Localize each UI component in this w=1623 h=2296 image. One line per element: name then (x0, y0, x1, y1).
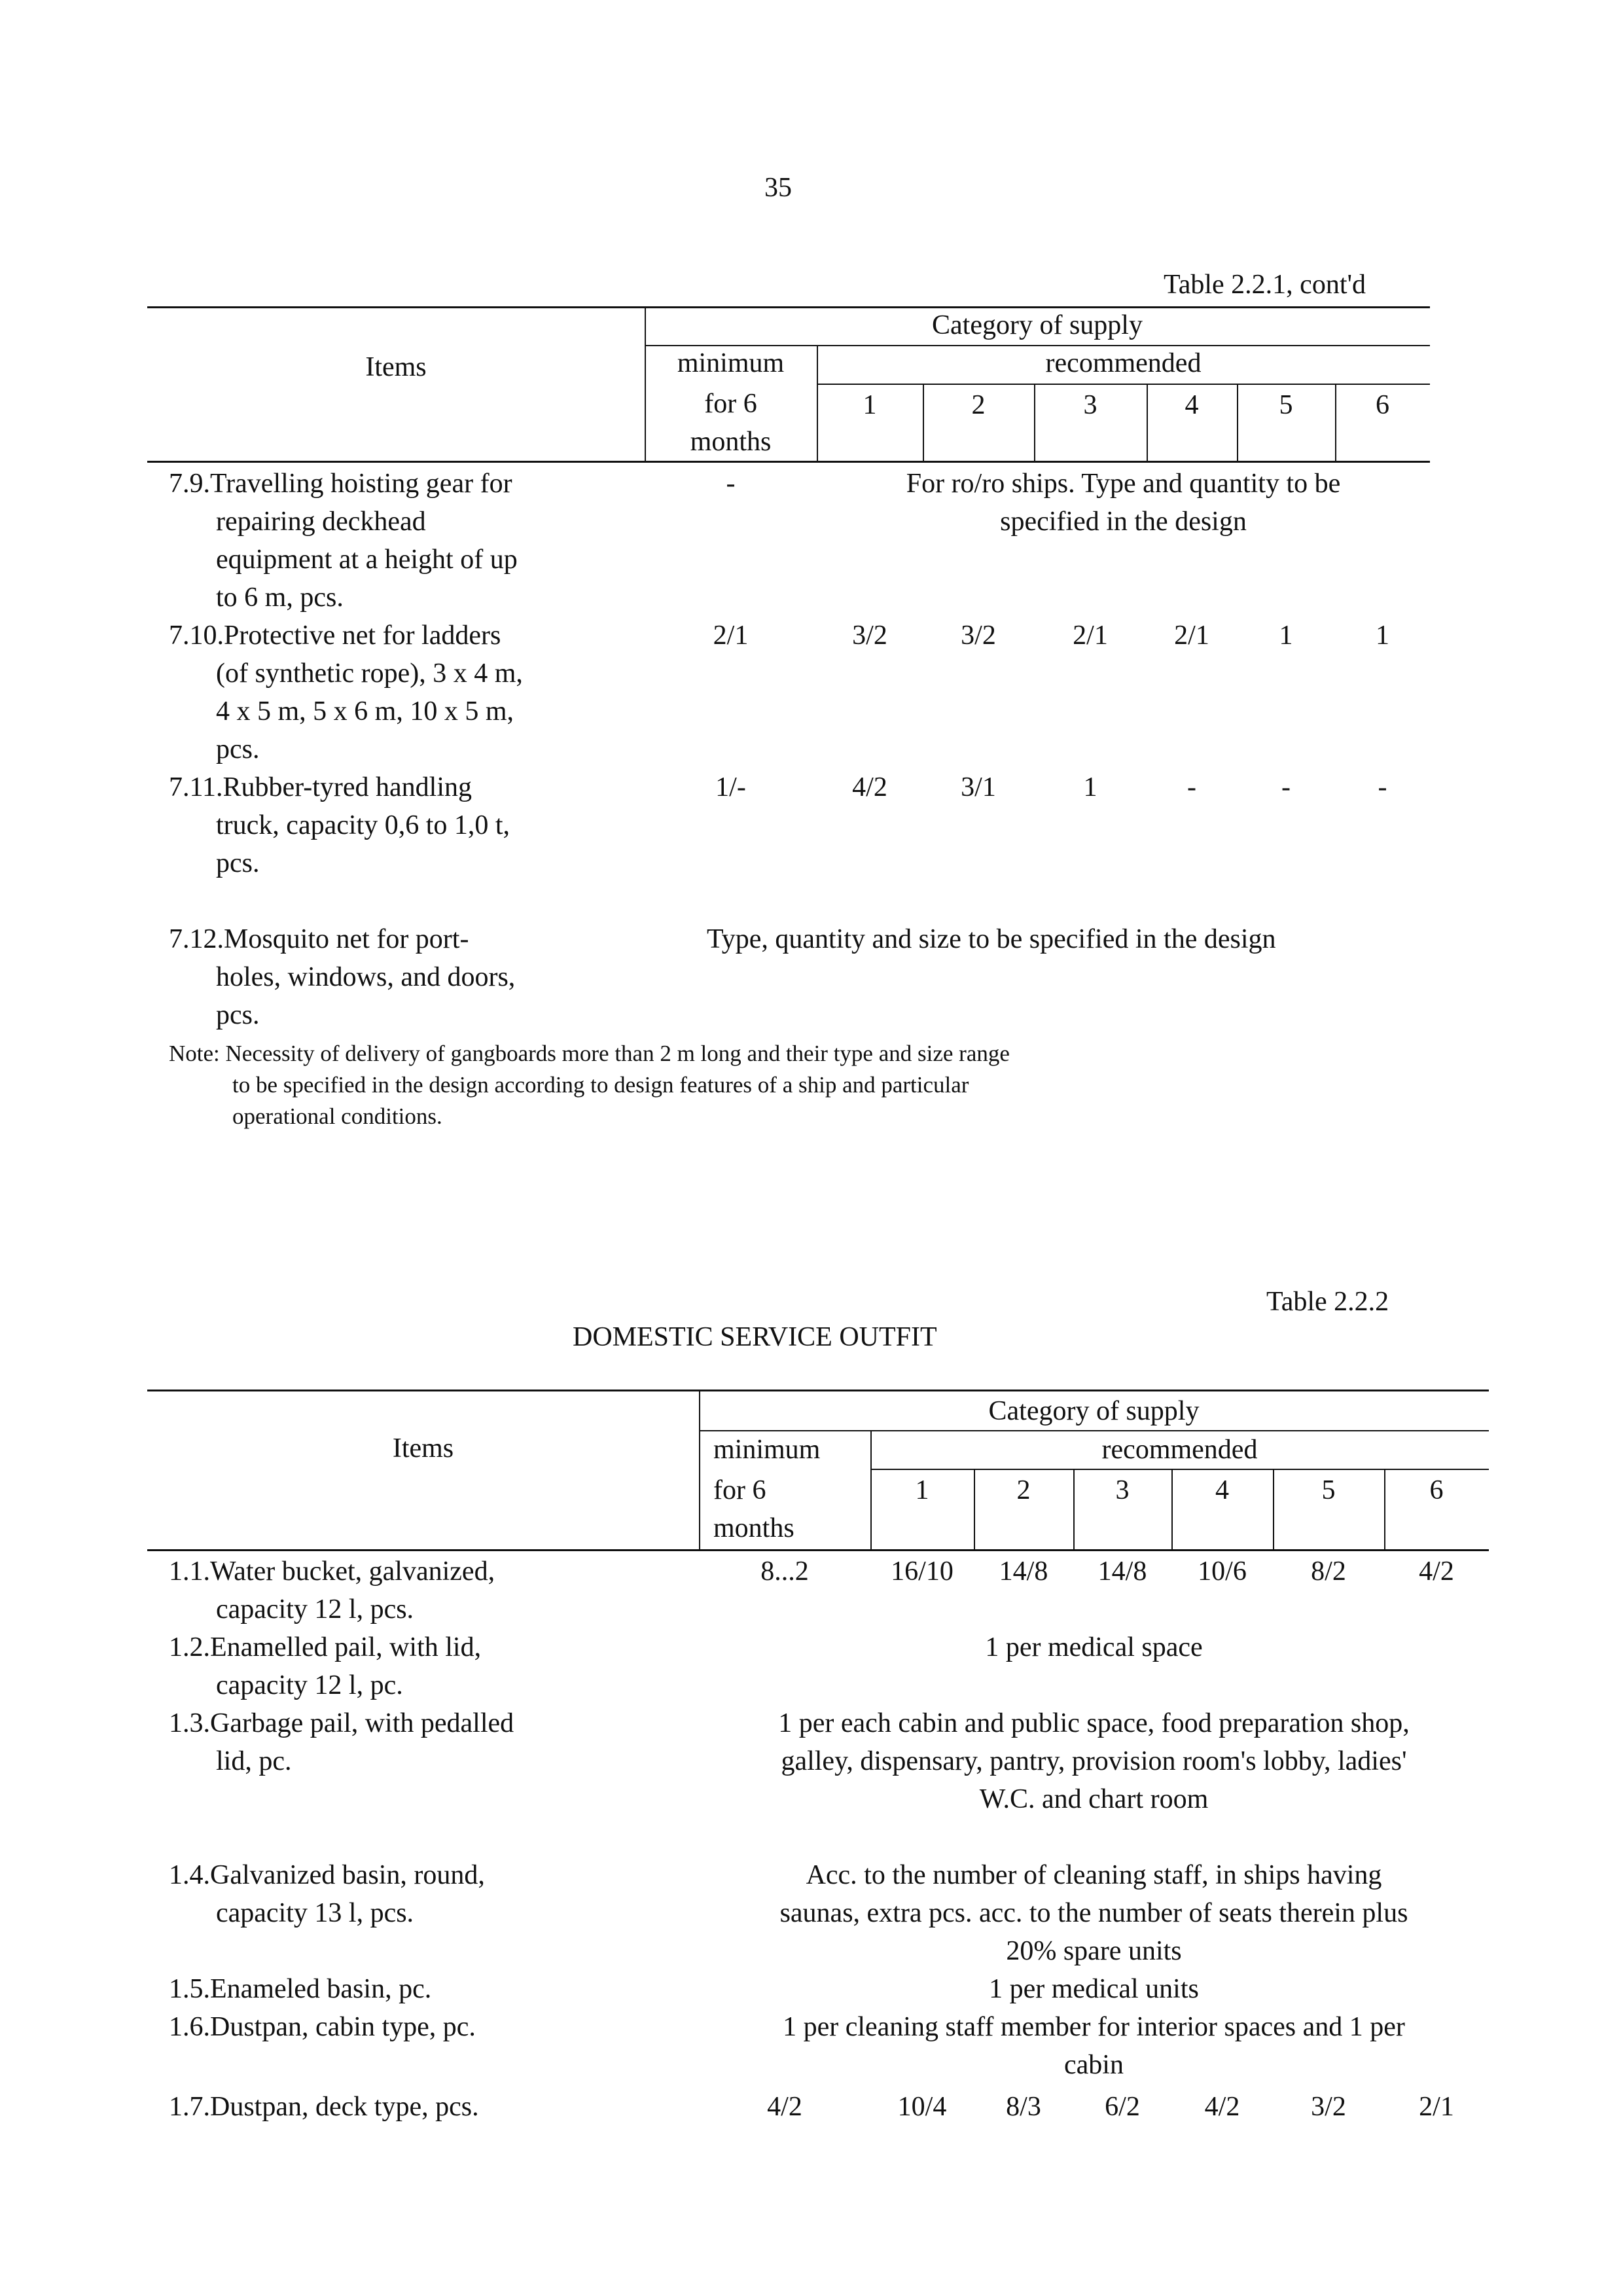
table1-header-col-5: 5 (1279, 390, 1293, 420)
table1-recommended-rule (817, 384, 1430, 385)
table1-caption: Table 2.2.1, cont'd (1164, 270, 1366, 300)
table1-row-7-10-col-6: 1 (1376, 620, 1389, 651)
table2-row-1-6-item: 1.6.Dustpan, cabin type, pc. (169, 2012, 476, 2042)
table1-row-7-10-item-line1: 7.10.Protective net for ladders (169, 620, 501, 651)
table2-row-1-3-item-line1: 1.3.Garbage pail, with pedalled (169, 1708, 514, 1738)
table1-header-col-1: 1 (863, 390, 877, 420)
table1-row-7-12-item-line1: 7.12.Mosquito net for port- (169, 924, 469, 954)
table2-row-1-3-item-line2: lid, pc. (216, 1746, 292, 1776)
table1-row-7-9-item-line1: 7.9.Travelling hoisting gear for (169, 469, 512, 499)
table1-row-7-11-col-5: - (1281, 772, 1291, 802)
table2-row-1-3-span-line3: W.C. and chart room (979, 1784, 1209, 1814)
table2-row-1-4-span-line1: Acc. to the number of cleaning staff, in ships having (806, 1860, 1382, 1890)
table2-row-1-2-span: 1 per medical space (985, 1632, 1203, 1662)
table1-row-7-10-col-3: 2/1 (1073, 620, 1108, 651)
table1-row-7-12-item-line2: holes, windows, and doors, (216, 962, 516, 992)
table2-row-1-6-span-line2: cabin (1064, 2050, 1124, 2080)
table1-header-recommended: recommended (1045, 348, 1202, 378)
table1-header-items: Items (365, 352, 427, 382)
table1-header-months: months (690, 427, 772, 457)
table2-recommended-rule (870, 1469, 1489, 1470)
table1-row-7-10-col-1: 3/2 (852, 620, 887, 651)
table1-row-7-11-item-line1: 7.11.Rubber-tyred handling (169, 772, 473, 802)
table2-title: DOMESTIC SERVICE OUTFIT (573, 1322, 937, 1352)
table2-row-1-7-minimum: 4/2 (767, 2092, 802, 2122)
table2-row-1-2-item-line1: 1.2.Enamelled pail, with lid, (169, 1632, 482, 1662)
table2-row-1-2-item-line2: capacity 12 l, pc. (216, 1670, 403, 1700)
table1-row-7-12-span: Type, quantity and size to be specified in the design (707, 924, 1276, 954)
table1-row-7-10-col-4: 2/1 (1174, 620, 1209, 651)
table2-header-col-1: 1 (915, 1475, 929, 1505)
table2-row-1-4-span-line2: saunas, extra pcs. acc. to the number of seats therein plus (779, 1898, 1408, 1928)
table1-header-col-4: 4 (1185, 390, 1199, 420)
table2-row-1-1-minimum: 8...2 (760, 1556, 809, 1587)
table2-row-1-3-span-line2: galley, dispensary, pantry, provision room's lobby, ladies' (781, 1746, 1407, 1776)
table2-row-1-4-item-line2: capacity 13 l, pcs. (216, 1898, 414, 1928)
table1-note-line3: operational conditions. (232, 1103, 442, 1129)
table2-header-col-5: 5 (1321, 1475, 1336, 1505)
table2-header-items: Items (392, 1433, 454, 1463)
table1-note-line1: Note: Necessity of delivery of gangboards more than 2 m long and their type and size range (169, 1041, 1010, 1066)
table2-row-1-6-span-line1: 1 per cleaning staff member for interior spaces and 1 per (783, 2012, 1405, 2042)
table1-row-7-9-span-line1: For ro/ro ships. Type and quantity to be (906, 469, 1341, 499)
table2-header-bottom-rule (147, 1549, 1489, 1551)
table2-header-for6: for 6 (713, 1475, 766, 1505)
table1-row-7-9-span-line2: specified in the design (1000, 507, 1247, 537)
table2-header-minimum: minimum (713, 1435, 821, 1465)
table2-row-1-4-item-line1: 1.4.Galvanized basin, round, (169, 1860, 485, 1890)
table2-caption: Table 2.2.2 (1266, 1287, 1389, 1317)
table1-row-7-9-item-line3: equipment at a height of up (216, 545, 518, 575)
table1-row-7-11-col-4: - (1187, 772, 1196, 802)
table1-row-7-11-col-2: 3/1 (961, 772, 996, 802)
table2-row-1-7-col-1: 10/4 (897, 2092, 947, 2122)
table2-header-col-6: 6 (1429, 1475, 1444, 1505)
table2-row-1-1-col-2: 14/8 (999, 1556, 1048, 1587)
table2-row-1-1-item-line2: capacity 12 l, pcs. (216, 1594, 414, 1624)
table1-header-bottom-rule (147, 461, 1430, 463)
table2-header-category: Category of supply (988, 1396, 1200, 1426)
table2-row-1-7-col-3: 6/2 (1105, 2092, 1140, 2122)
table2-row-1-7-col-5: 3/2 (1311, 2092, 1346, 2122)
table2-top-rule (147, 1390, 1489, 1391)
table2-row-1-3-span-line1: 1 per each cabin and public space, food preparation shop, (778, 1708, 1410, 1738)
table2-row-1-7-col-2: 8/3 (1006, 2092, 1041, 2122)
table2-row-1-1-col-3: 14/8 (1097, 1556, 1147, 1587)
table1-row-7-10-minimum: 2/1 (713, 620, 749, 651)
table2-row-1-7-col-6: 2/1 (1419, 2092, 1454, 2122)
table1-row-7-10-col-5: 1 (1279, 620, 1293, 651)
table2-row-1-5-span: 1 per medical units (989, 1974, 1199, 2004)
table1-header-col-2: 2 (971, 390, 986, 420)
table1-row-7-9-item-line2: repairing deckhead (216, 507, 426, 537)
table1-header-for6: for 6 (704, 389, 757, 419)
table2-header-col-2: 2 (1016, 1475, 1031, 1505)
table1-row-7-11-item-line2: truck, capacity 0,6 to 1,0 t, (216, 810, 510, 840)
table1-row-7-10-item-line3: 4 x 5 m, 5 x 6 m, 10 x 5 m, (216, 696, 514, 726)
table1-row-7-11-minimum: 1/- (715, 772, 746, 802)
table1-row-7-11-col-1: 4/2 (852, 772, 887, 802)
table1-row-7-9-item-line4: to 6 m, pcs. (216, 583, 344, 613)
table1-header-minimum: minimum (677, 348, 785, 378)
table2-header-months: months (713, 1513, 794, 1543)
table1-note-line2: to be specified in the design according to design features of a ship and particular (232, 1072, 969, 1098)
table1-header-col-3: 3 (1083, 390, 1097, 420)
table2-header-col-4: 4 (1215, 1475, 1229, 1505)
table2-row-1-1-col-1: 16/10 (891, 1556, 954, 1587)
table1-row-7-11-col-3: 1 (1083, 772, 1097, 802)
table1-row-7-11-item-line3: pcs. (216, 848, 260, 878)
page-number: 35 (764, 173, 792, 203)
table1-header-col-6: 6 (1376, 390, 1389, 420)
table1-row-7-12-item-line3: pcs. (216, 1000, 260, 1030)
table2-row-1-4-span-line3: 20% spare units (1006, 1936, 1182, 1966)
table1-row-7-10-item-line2: (of synthetic rope), 3 x 4 m, (216, 658, 523, 689)
table2-header-col-3: 3 (1115, 1475, 1130, 1505)
table1-row-7-10-item-line4: pcs. (216, 734, 260, 764)
table1-row-7-10-col-2: 3/2 (961, 620, 996, 651)
table2-row-1-7-col-4: 4/2 (1204, 2092, 1240, 2122)
table1-row-7-9-minimum: - (726, 469, 736, 499)
table2-row-1-1-col-5: 8/2 (1311, 1556, 1346, 1587)
table2-row-1-5-item: 1.5.Enameled basin, pc. (169, 1974, 432, 2004)
table2-row-1-1-col-4: 10/6 (1198, 1556, 1247, 1587)
table1-header-category: Category of supply (932, 310, 1143, 340)
table2-row-1-7-item: 1.7.Dustpan, deck type, pcs. (169, 2092, 479, 2122)
table2-row-1-1-item-line1: 1.1.Water bucket, galvanized, (169, 1556, 495, 1587)
table2-header-recommended: recommended (1101, 1435, 1258, 1465)
table2-row-1-1-col-6: 4/2 (1419, 1556, 1454, 1587)
table1-row-7-11-col-6: - (1378, 772, 1387, 802)
